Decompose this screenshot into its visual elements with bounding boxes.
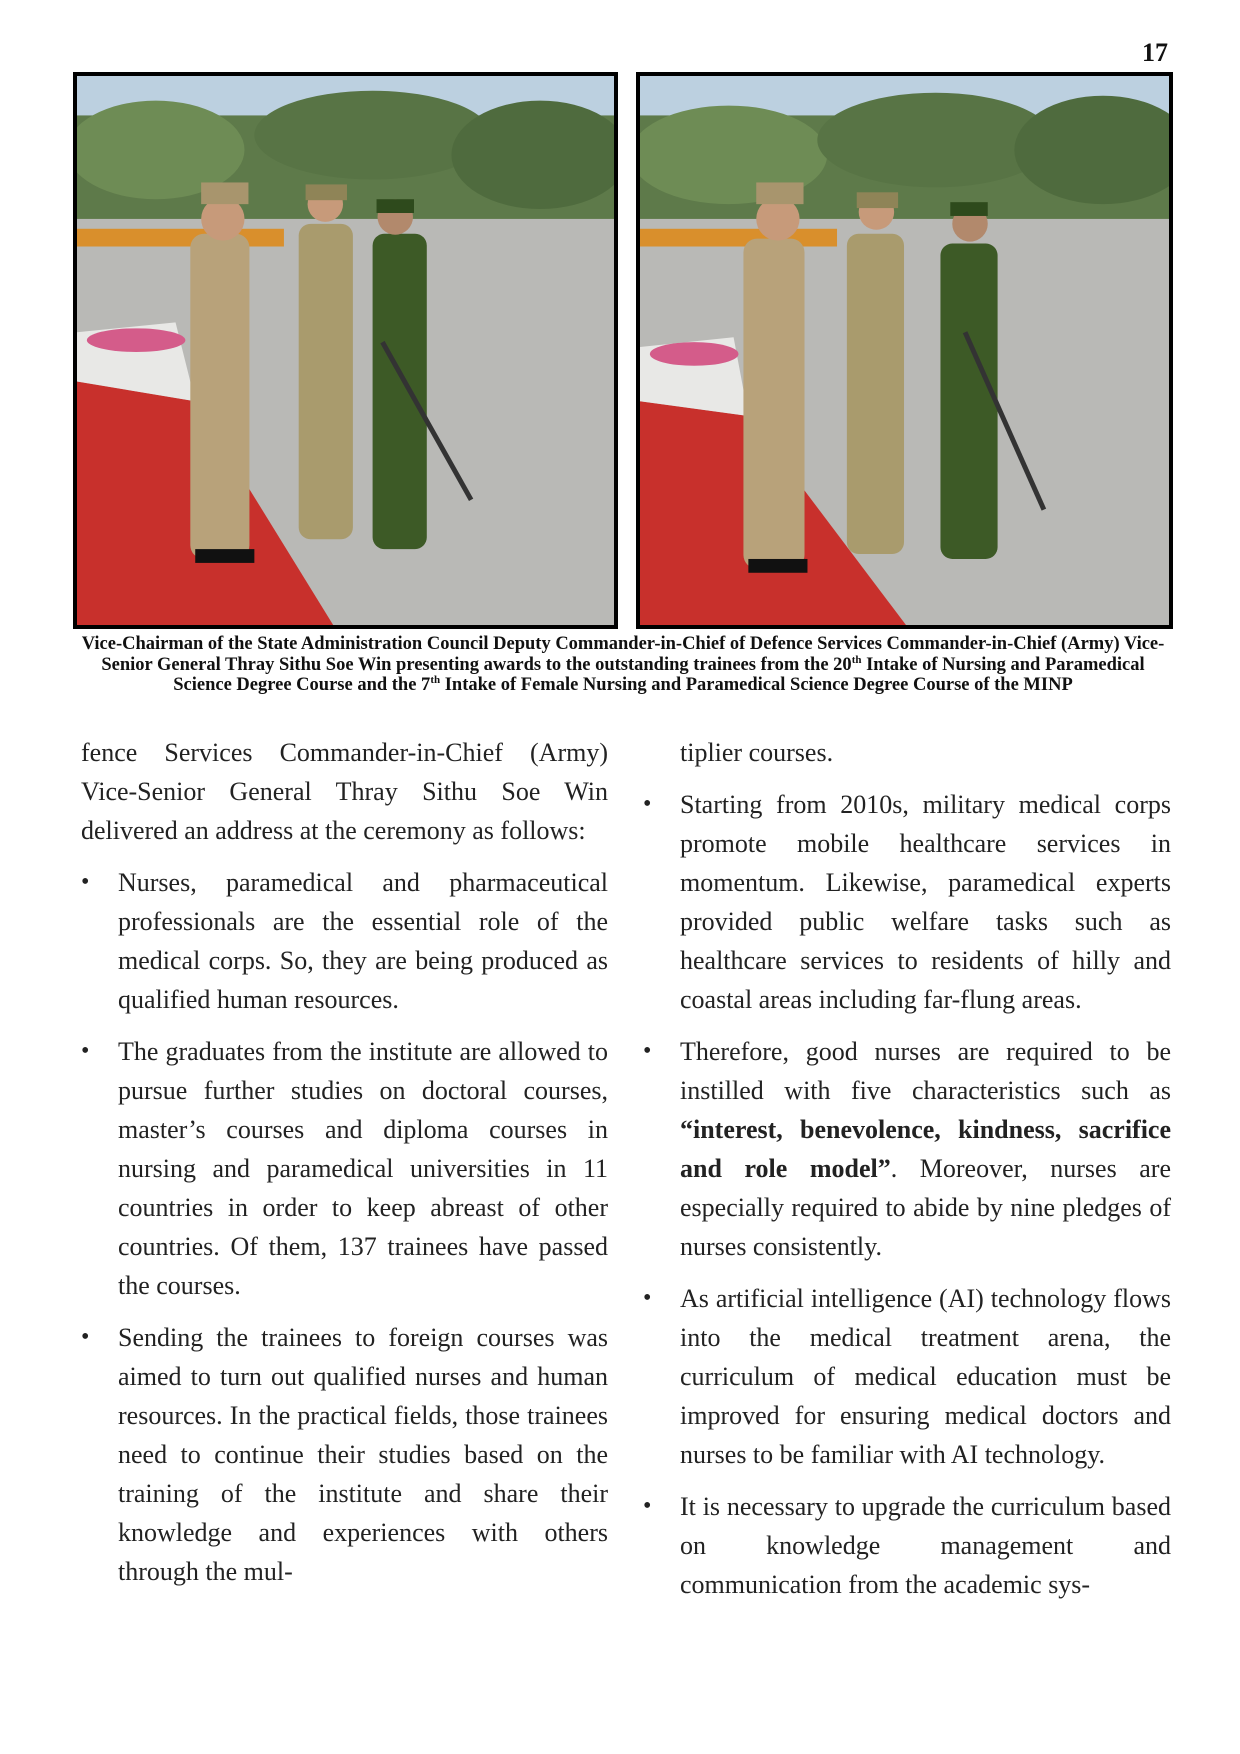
caption-superscript-1: th	[851, 653, 862, 666]
caption-superscript-2: th	[430, 673, 441, 686]
list-item: • Sending the trainees to foreign courses was aimed to turn out qualified nurses and human resources. In the practical fields, those trainees need to continue their studies based on the training of the institute and share their knowledge and experiences with others through the mul-	[81, 1318, 608, 1591]
caption-text-2: Intake of Nursing and Paramedical Science Degree Course and the 7	[173, 654, 1145, 695]
right-column	[643, 733, 1171, 1604]
bullet-text: . Moreover, nurses are especially required to abide by nine pledges of nurses consistently.	[680, 1154, 1171, 1261]
list-item: • Nurses, paramedical and pharmaceutical professionals are the essential role of the medical corps. So, they are being produced as qualified human resources.	[81, 863, 608, 1019]
photo-illustration	[77, 76, 614, 625]
bullet-text: Therefore, good nurses are required to be instilled with five characteristics such as	[680, 1037, 1171, 1105]
list-item	[643, 1032, 1171, 1266]
award-photo-left	[73, 72, 618, 629]
list-item: • Starting from 2010s, military medical corps promote mobile healthcare services in momentum. Likewise, paramedical experts provided public welfare tasks such as healthcare services to residents of hilly and coastal areas including far-flung areas.	[643, 785, 1171, 1019]
list-item: • The graduates from the institute are allowed to pursue further studies on doctoral courses, master’s courses and diploma courses in nursing and paramedical universities in 11 countries in order to keep abreast of other countries. Of them, 137 trainees have passed the courses.	[81, 1032, 608, 1305]
left-column	[81, 733, 608, 1591]
continuation-text: tiplier courses.	[680, 738, 834, 767]
list-item: • As artificial intelligence (AI) technology flows into the medical treatment arena, the curriculum of medical education must be improved for ensuring medical doctors and nurses to be familiar with AI technology.	[643, 1279, 1171, 1474]
photo-caption	[73, 634, 1173, 696]
list-item: • It is necessary to upgrade the curriculum based on knowledge management and communication from the academic sys-	[643, 1487, 1171, 1604]
five-characteristics-text: “interest, benevolence, kindness, sacrifice and role model”	[680, 1115, 1171, 1183]
caption-text-1: Vice-Chairman of the State Administration Council Deputy Commander-in-Chief of Defence Services Commander-in-Chief (Army) Vice-Senior General Thray Sithu Soe Win presenting awards to the outstanding trainees from the 20	[81, 634, 1165, 675]
award-photo-right	[636, 72, 1173, 629]
caption-text-3: Intake of Female Nursing and Paramedical Science Degree Course of the MINP	[440, 675, 1073, 695]
photo-illustration	[640, 76, 1169, 625]
intro-paragraph: fence Services Commander-in-Chief (Army) Vice-Senior General Thray Sithu Soe Win delivered an address at the ceremony as follows:	[81, 738, 608, 845]
right-bullet-list	[643, 785, 1171, 1604]
left-bullet-list	[81, 863, 608, 1591]
page-number: 17	[1142, 38, 1168, 67]
